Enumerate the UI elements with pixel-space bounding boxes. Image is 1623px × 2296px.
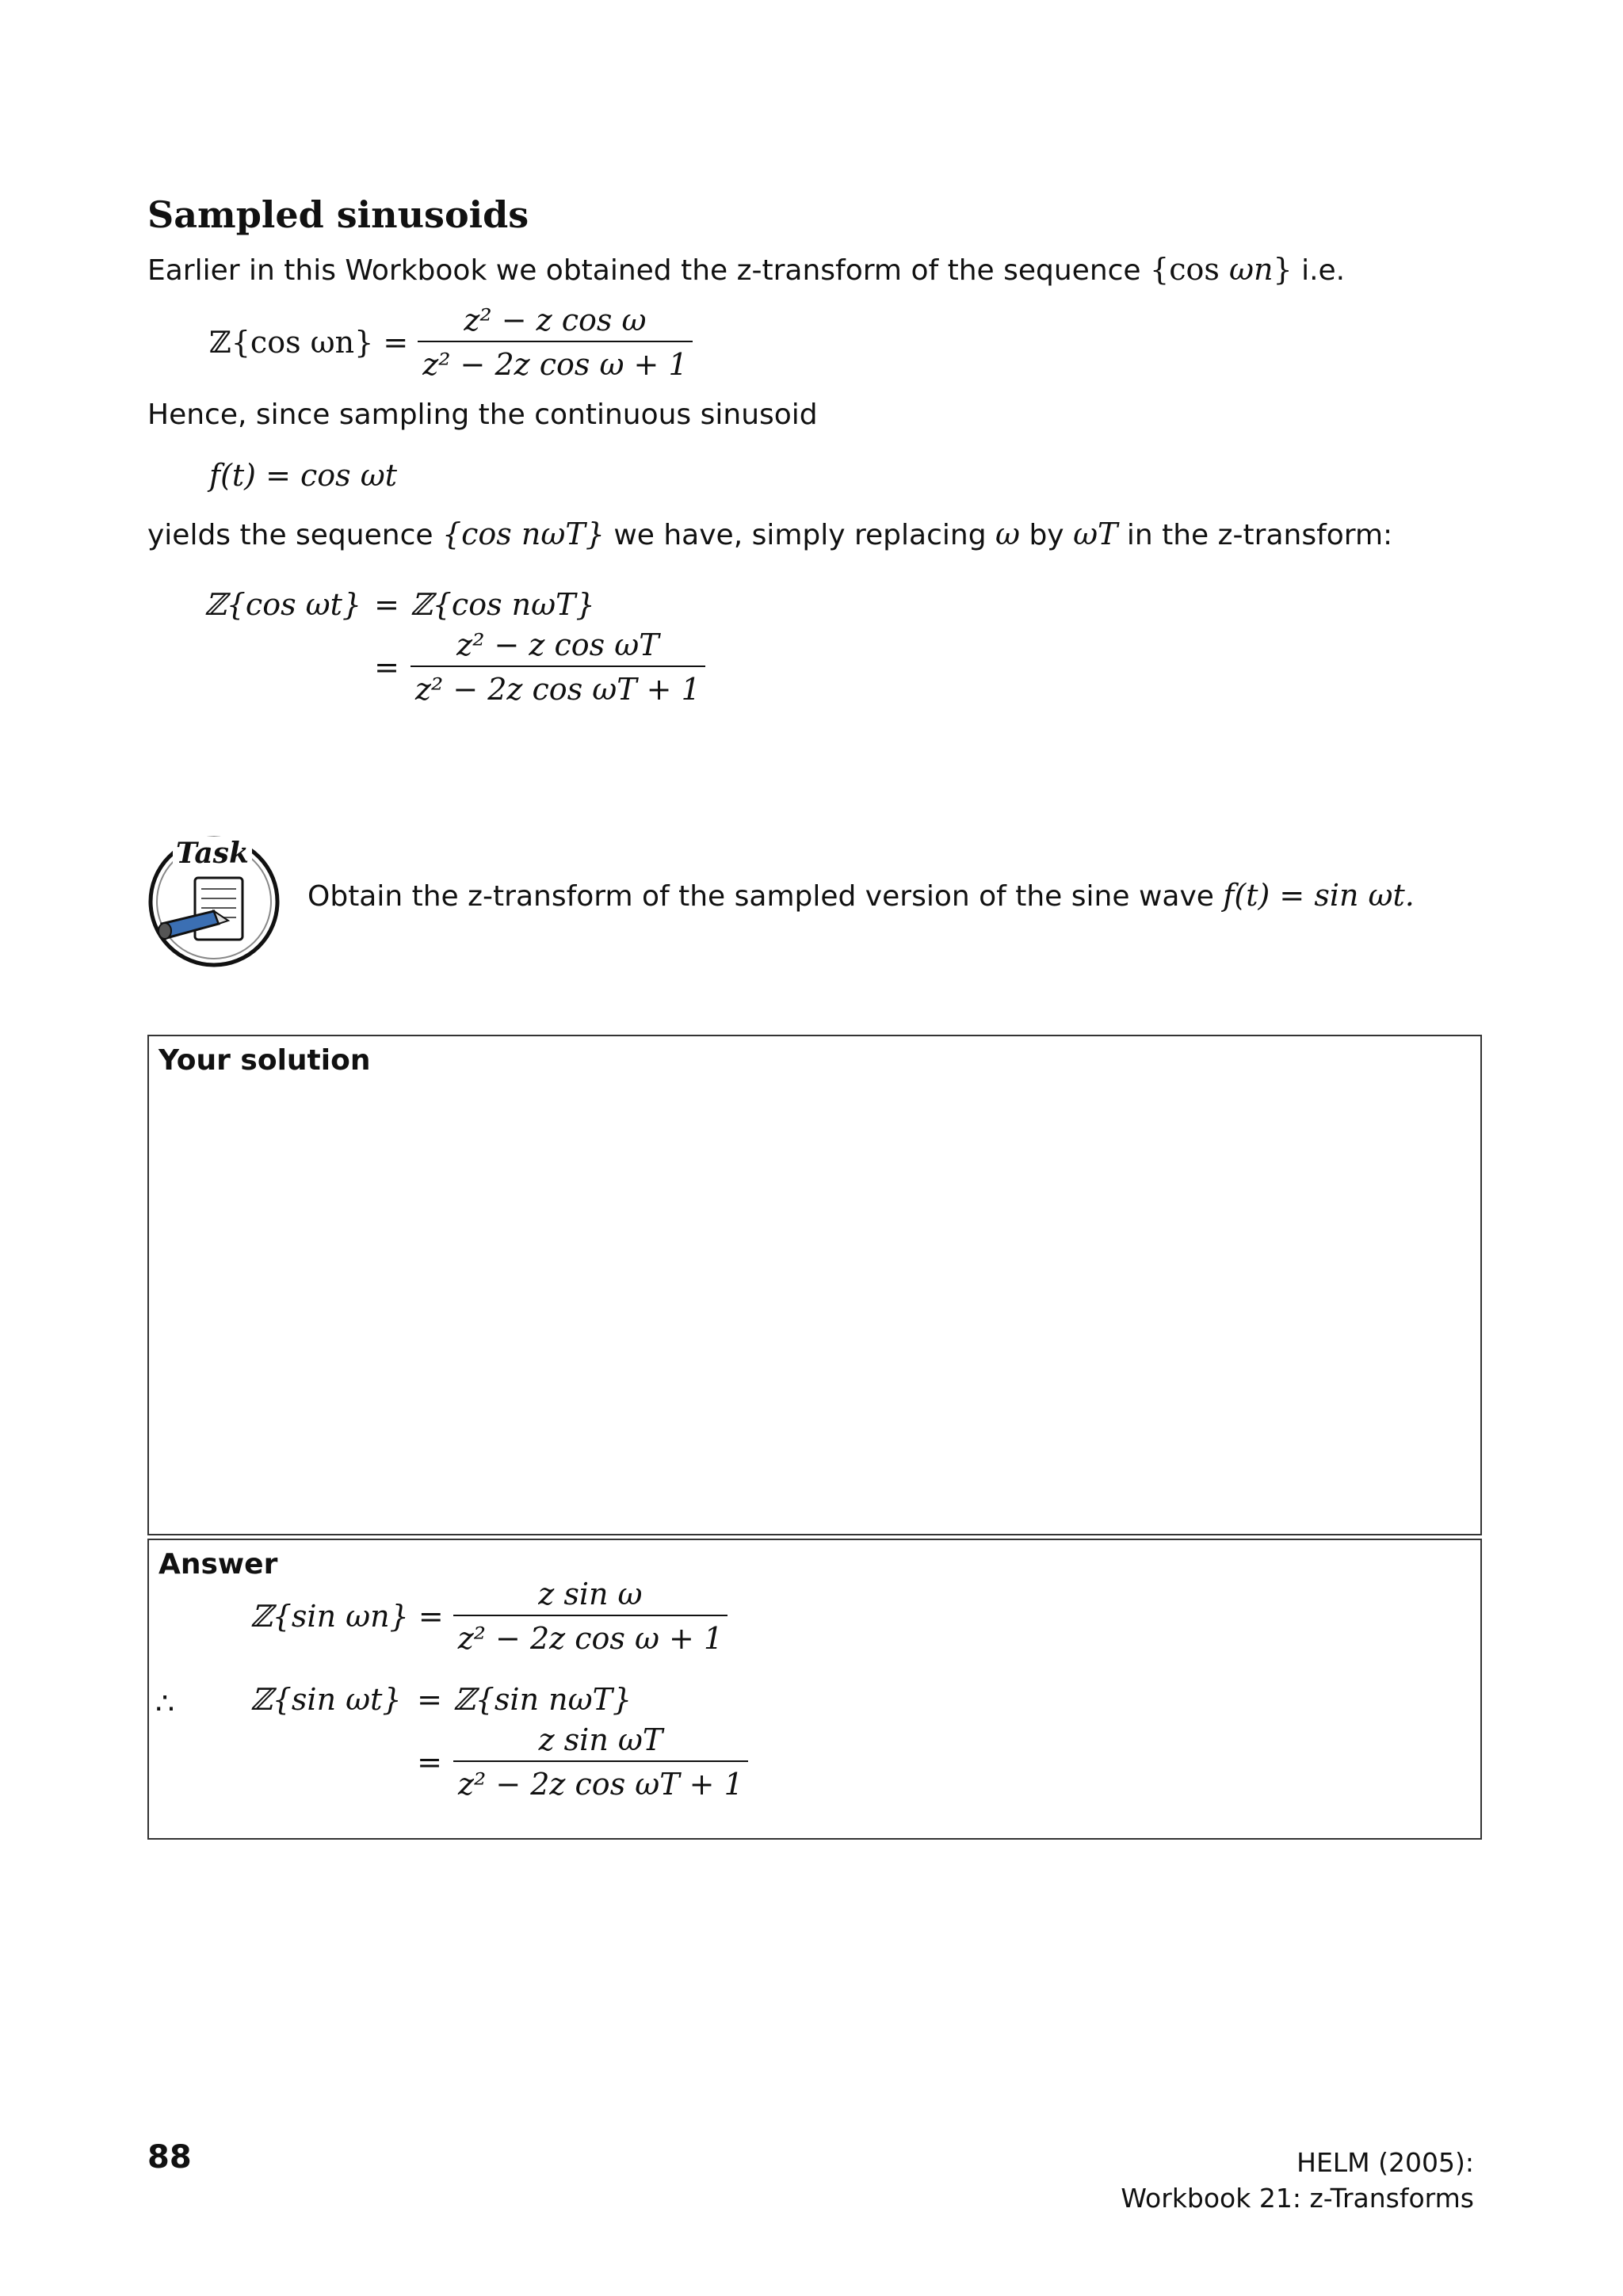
a1-lhs: ℤ{sin ωn} = bbox=[250, 1599, 444, 1634]
answer-box bbox=[147, 1539, 1482, 1840]
hence-text: Hence, since sampling the continuous sinusoid bbox=[147, 399, 818, 431]
eq3-denominator: z² − 2z cos ωT + 1 bbox=[411, 666, 705, 707]
section-heading: Sampled sinusoids bbox=[147, 193, 529, 236]
a1-denominator: z² − 2z cos ω + 1 bbox=[453, 1615, 727, 1656]
answer-title: Answer bbox=[158, 1548, 278, 1581]
a2-equals-1: = bbox=[417, 1682, 442, 1717]
yields-omega: ω bbox=[995, 517, 1020, 551]
task-icon-label: Task bbox=[173, 837, 252, 870]
a1-fraction bbox=[453, 1577, 727, 1656]
therefore-symbol: ∴ bbox=[155, 1686, 175, 1721]
yields-mid1: we have, simply replacing bbox=[613, 519, 987, 551]
task-text-math: f(t) = sin ωt. bbox=[1223, 878, 1415, 913]
eq3-equals-1: = bbox=[374, 587, 399, 622]
your-solution-box[interactable] bbox=[147, 1035, 1482, 1535]
footer-reference bbox=[1121, 2145, 1474, 2216]
eq3-numerator: z² − z cos ωT bbox=[456, 627, 659, 662]
eq3-rhs1: ℤ{cos nωT} bbox=[411, 587, 595, 622]
answer-equation-sin-wt bbox=[250, 1680, 748, 1802]
answer-equation-sin-wn bbox=[250, 1577, 727, 1656]
eq3-lhs: ℤ{cos ωt} bbox=[204, 587, 362, 622]
equation-z-cos-wt bbox=[204, 585, 705, 707]
a2-equals-2: = bbox=[417, 1745, 442, 1779]
a2-rhs1: ℤ{sin nωT} bbox=[453, 1682, 632, 1717]
eq1-fraction bbox=[418, 303, 692, 382]
yields-sequence: {cos nωT} bbox=[441, 517, 605, 551]
a1-numerator: z sin ω bbox=[538, 1577, 643, 1611]
a2-denominator: z² − 2z cos ωT + 1 bbox=[453, 1760, 748, 1802]
eq1-lhs: ℤ{cos ωn} = bbox=[209, 325, 409, 360]
intro-text bbox=[147, 252, 1345, 287]
a2-fraction bbox=[453, 1722, 748, 1802]
a2-lhs: ℤ{sin ωt} bbox=[250, 1682, 402, 1717]
eq1-denominator: z² − 2z cos ω + 1 bbox=[418, 341, 692, 382]
intro-sequence: {cos ωn} bbox=[1150, 252, 1293, 287]
footer-line-1: HELM (2005): bbox=[1296, 2147, 1474, 2178]
task-icon bbox=[146, 832, 282, 968]
task-text-pre: Obtain the z-transform of the sampled version of the sine wave bbox=[307, 880, 1214, 913]
intro-text-post: i.e. bbox=[1301, 254, 1346, 287]
eq3-equals-2: = bbox=[374, 650, 399, 685]
equation-f-t: f(t) = cos ωt bbox=[209, 458, 397, 493]
intro-text-pre: Earlier in this Workbook we obtained the z-transform of the sequence bbox=[147, 254, 1141, 287]
your-solution-title: Your solution bbox=[158, 1044, 371, 1077]
yields-omegaT: ωT bbox=[1073, 517, 1118, 551]
footer-line-2: Workbook 21: z-Transforms bbox=[1121, 2182, 1474, 2214]
a2-numerator: z sin ωT bbox=[538, 1722, 663, 1757]
yields-mid2: by bbox=[1029, 519, 1064, 551]
yields-text bbox=[147, 517, 1392, 551]
task-text bbox=[307, 878, 1415, 913]
eq1-numerator: z² − z cos ω bbox=[464, 303, 647, 338]
yields-pre: yields the sequence bbox=[147, 519, 433, 551]
eq3-fraction bbox=[411, 627, 705, 707]
yields-post: in the z-transform: bbox=[1126, 519, 1393, 551]
page-number: 88 bbox=[147, 2139, 192, 2176]
equation-z-cos-wn bbox=[209, 303, 693, 382]
